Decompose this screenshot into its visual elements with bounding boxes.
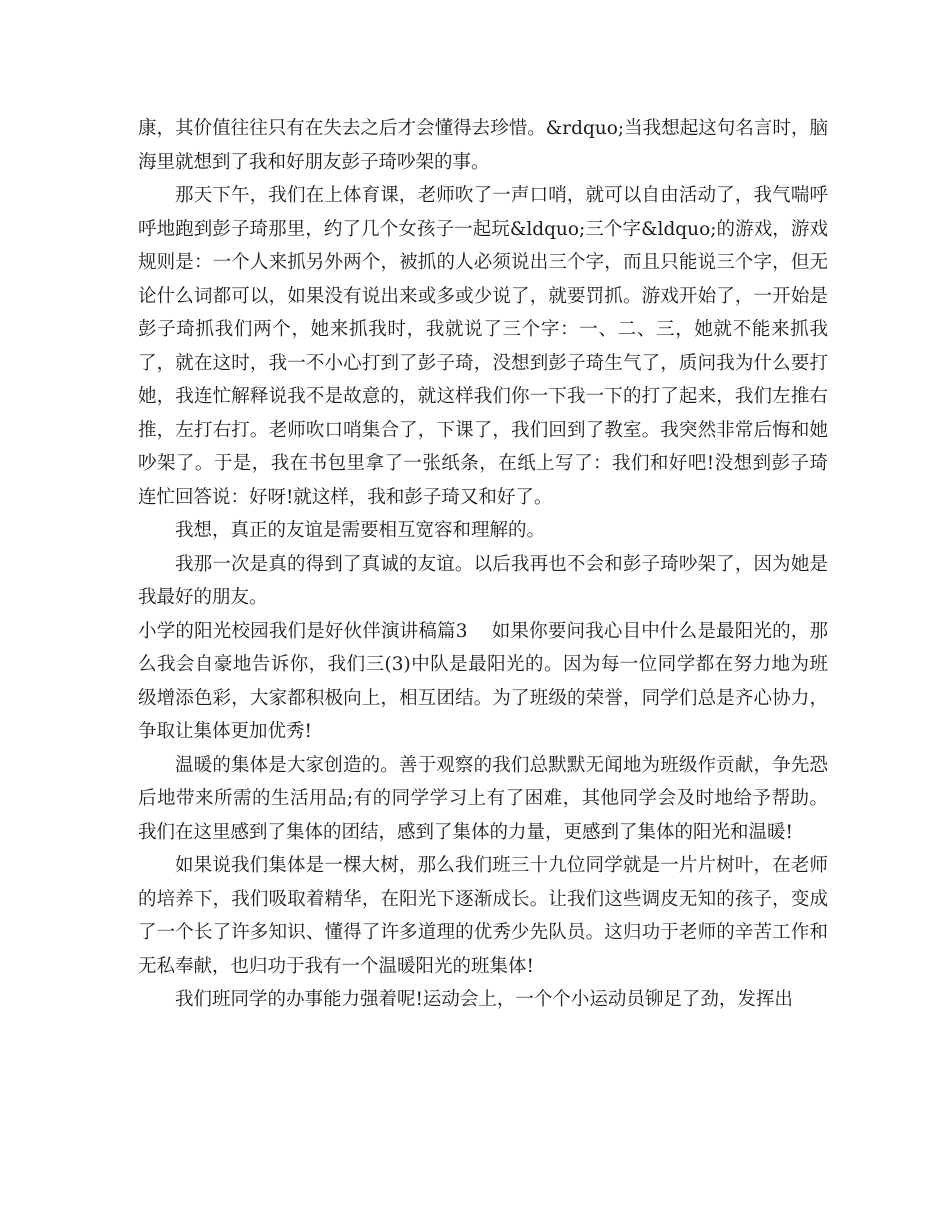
paragraph-7: 如果说我们集体是一棵大树，那么我们班三十九位同学就是一片片树叶，在老师的培养下，我们吸取着精华，在阳光下逐渐成长。让我们这些调皮无知的孩子，变成了一个长了许多知识、懂得了许多道理的优秀少先队员。这归功于老师的辛苦工作和无私奉献，也归功于我有一个温暖阳光的班集体! (138, 855, 828, 977)
paragraph-1: 康，其价值往往只有在失去之后才会懂得去珍惜。&rdquo;当我想起这句名言时，脑海里就想到了我和好朋友彭子琦吵架的事。 (138, 118, 828, 173)
heading-gap (467, 621, 491, 642)
paragraph-5 (138, 615, 828, 749)
paragraph-4: 我那一次是真的得到了真诚的友谊。以后我再也不会和彭子琦吵架了，因为她是我最好的朋友。 (138, 553, 828, 608)
paragraph-2: 那天下午，我们在上体育课，老师吹了一声口哨，就可以自由活动了，我气喘呼呼地跑到彭子琦那里，约了几个女孩子一起玩&ldquo;三个字&ldquo;的游戏，游戏规则是：一个人来抓另外两个，被抓的人必须说出三个字，而且只能说三个字，但无论什么词都可以，如果没有说出来或多或少说了，就要罚抓。游戏开始了，一开始是彭子琦抓我们两个，她来抓我时，我就说了三个字：一、二、三，她就不能来抓我了，就在这时，我一不小心打到了彭子琦，没想到彭子琦生气了，质问我为什么要打她，我连忙解释说我不是故意的，就这样我们你一下我一下的打了起来，我们左推右推，左打右打。老师吹口哨集合了，下课了，我们回到了教室。我突然非常后悔和她吵架了。于是，我在书包里拿了一张纸条，在纸上写了：我们和好吧!没想到彭子琦连忙回答说：好呀!就这样，我和彭子琦又和好了。 (138, 185, 828, 508)
paragraph-6: 温暖的集体是大家创造的。善于观察的我们总默默无闻地为班级作贡献，争先恐后地带来所需的生活用品;有的同学学习上有了困难，其他同学会及时地给予帮助。我们在这里感到了集体的团结，感到了集体的力量，更感到了集体的阳光和温暖! (138, 754, 828, 843)
paragraph-5-text: 如果你要问我心目中什么是最阳光的，那么我会自豪地告诉你，我们三(3)中队是最阳光的。因为每一位同学都在努力地为班级增添色彩，大家都积极向上，相互团结。为了班级的荣誉，同学们总是齐心协力，争取让集体更加优秀! (138, 620, 828, 742)
paragraph-8: 我们班同学的办事能力强着呢!运动会上，一个个小运动员铆足了劲，发挥出 (175, 989, 793, 1010)
section-heading: 小学的阳光校园我们是好伙伴演讲稿篇3 (138, 620, 468, 642)
paragraph-3: 我想，真正的友谊是需要相互宽容和理解的。 (175, 520, 546, 541)
document-body (138, 112, 828, 1017)
